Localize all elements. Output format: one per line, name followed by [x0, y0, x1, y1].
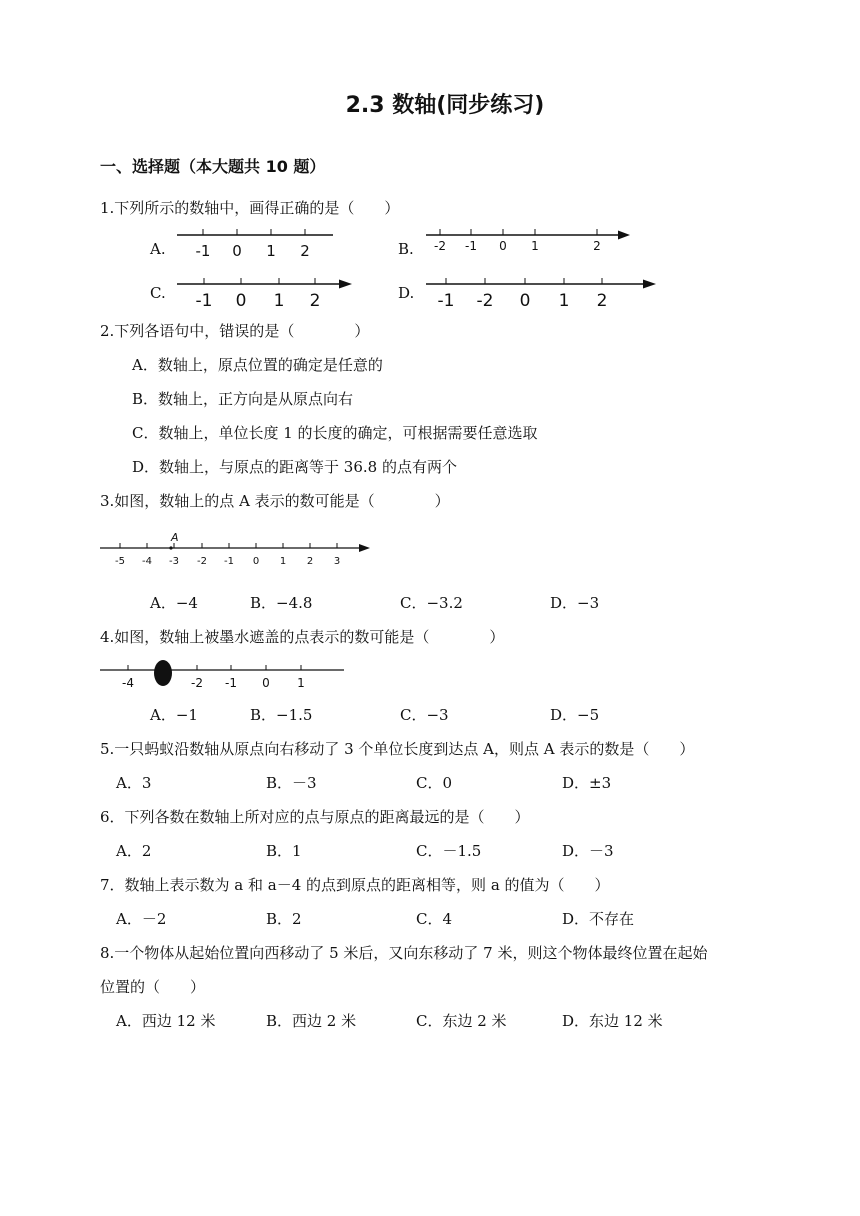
q3-point-a-label: A [171, 531, 179, 544]
q6-option-c: C．－1.5 [416, 842, 482, 860]
q3-tick-label: -5 [115, 556, 125, 567]
q8-option-c: C．东边 2 米 [416, 1012, 507, 1030]
q5-option-d: D．±3 [562, 774, 612, 792]
q4-number-line [98, 660, 348, 692]
q4-tick-label: -1 [225, 676, 237, 690]
q4-option-b: B．−1.5 [250, 706, 313, 724]
q1-option-b-number-line [424, 226, 634, 260]
q4-tick-label: -4 [122, 676, 134, 690]
q1d-tick-label: -2 [476, 291, 494, 311]
q3-tick-label: 3 [333, 556, 341, 567]
q3-tick-label: 0 [252, 556, 260, 567]
q3-option-d: D．−3 [550, 594, 600, 612]
q1c-tick-label: -1 [195, 291, 213, 311]
q7-option-b: B．2 [266, 910, 302, 928]
q4-ink-blot [154, 660, 172, 686]
q4-tick-label: 0 [262, 676, 270, 690]
q3-option-c: C．−3.2 [400, 594, 463, 612]
q1-option-c-label: C. [150, 284, 166, 302]
q8-option-b: B．西边 2 米 [266, 1012, 357, 1030]
page-title: 2.3 数轴(同步练习) [345, 93, 545, 118]
q1d-tick-label: 1 [558, 291, 570, 311]
q6-option-b: B．1 [266, 842, 302, 860]
q1a-tick-label: 2 [300, 242, 310, 260]
q4-tick-label: 1 [297, 676, 305, 690]
q1d-tick-label: 2 [596, 291, 608, 311]
q3-option-a: A．−4 [150, 594, 198, 612]
q4-tick-label: -2 [191, 676, 203, 690]
q1a-tick-label: 0 [232, 242, 242, 260]
q3-point-a-marker [169, 546, 172, 549]
q3-tick-label: -2 [197, 556, 207, 567]
q1-option-a-label: A. [150, 240, 166, 258]
q1c-tick-label: 2 [309, 291, 321, 311]
q8-option-d: D．东边 12 米 [562, 1012, 663, 1030]
section-heading: 一、选择题（本大题共 10 题） [100, 157, 326, 176]
question-3-stem: 3.如图，数轴上的点 A 表示的数可能是（ ） [100, 492, 450, 510]
q5-option-b: B．－3 [266, 774, 317, 792]
q8-option-a: A．西边 12 米 [116, 1012, 216, 1030]
q3-tick-label: -4 [142, 556, 152, 567]
question-7-stem: 7．数轴上表示数为 a 和 a－4 的点到原点的距离相等，则 a 的值为（ ） [100, 876, 610, 894]
question-4-stem: 4.如图，数轴上被墨水遮盖的点表示的数可能是（ ） [100, 628, 505, 646]
q2-option-d: D．数轴上，与原点的距离等于 36.8 的点有两个 [132, 458, 457, 476]
q2-option-a: A．数轴上，原点位置的确定是任意的 [132, 356, 383, 374]
q1b-tick-label: 0 [499, 239, 507, 253]
question-8-stem-line-2: 位置的（ ） [100, 978, 206, 996]
q4-option-d: D．−5 [550, 706, 600, 724]
q1b-tick-label: 2 [593, 239, 601, 253]
q1b-tick-label: -2 [434, 239, 446, 253]
q3-tick-label: -3 [169, 556, 179, 567]
q1a-tick-label: 1 [266, 242, 276, 260]
q1b-tick-label: -1 [465, 239, 477, 253]
q6-option-a: A．2 [116, 842, 152, 860]
q4-option-c: C．−3 [400, 706, 449, 724]
q5-option-c: C．0 [416, 774, 453, 792]
q3-tick-label: -1 [224, 556, 234, 567]
q5-option-a: A．3 [116, 774, 152, 792]
q1-option-c-number-line [175, 275, 355, 311]
q1c-tick-label: 1 [273, 291, 285, 311]
q1-option-b-label: B. [398, 240, 414, 258]
question-1-stem: 1.下列所示的数轴中，画得正确的是（ ） [100, 199, 400, 217]
q1c-tick-label: 0 [235, 291, 247, 311]
q1d-tick-label: 0 [519, 291, 531, 311]
q1-option-a-number-line [175, 226, 335, 260]
question-2-stem: 2.下列各语句中，错误的是（ ） [100, 322, 370, 340]
q4-option-a: A．−1 [150, 706, 198, 724]
q7-option-d: D．不存在 [562, 910, 635, 928]
q3-option-b: B．−4.8 [250, 594, 313, 612]
q3-tick-label: 1 [279, 556, 287, 567]
q3-tick-label: 2 [306, 556, 314, 567]
q7-option-a: A．－2 [116, 910, 167, 928]
q1a-tick-label: -1 [195, 242, 211, 260]
q1d-tick-label: -1 [437, 291, 455, 311]
q2-option-c: C．数轴上，单位长度 1 的长度的确定，可根据需要任意选取 [132, 424, 538, 442]
q1-option-d-label: D. [398, 284, 415, 302]
q1-option-d-number-line [424, 275, 660, 311]
q1b-tick-label: 1 [531, 239, 539, 253]
question-5-stem: 5.一只蚂蚁沿数轴从原点向右移动了 3 个单位长度到达点 A，则点 A 表示的数是（ ） [100, 740, 695, 758]
q2-option-b: B．数轴上，正方向是从原点向右 [132, 390, 354, 408]
q3-number-line [98, 530, 373, 572]
q6-option-d: D．－3 [562, 842, 614, 860]
question-8-stem-line-1: 8.一个物体从起始位置向西移动了 5 米后，又向东移动了 7 米，则这个物体最终位置在起始 [100, 944, 708, 962]
question-6-stem: 6．下列各数在数轴上所对应的点与原点的距离最远的是（ ） [100, 808, 530, 826]
q7-option-c: C．4 [416, 910, 453, 928]
